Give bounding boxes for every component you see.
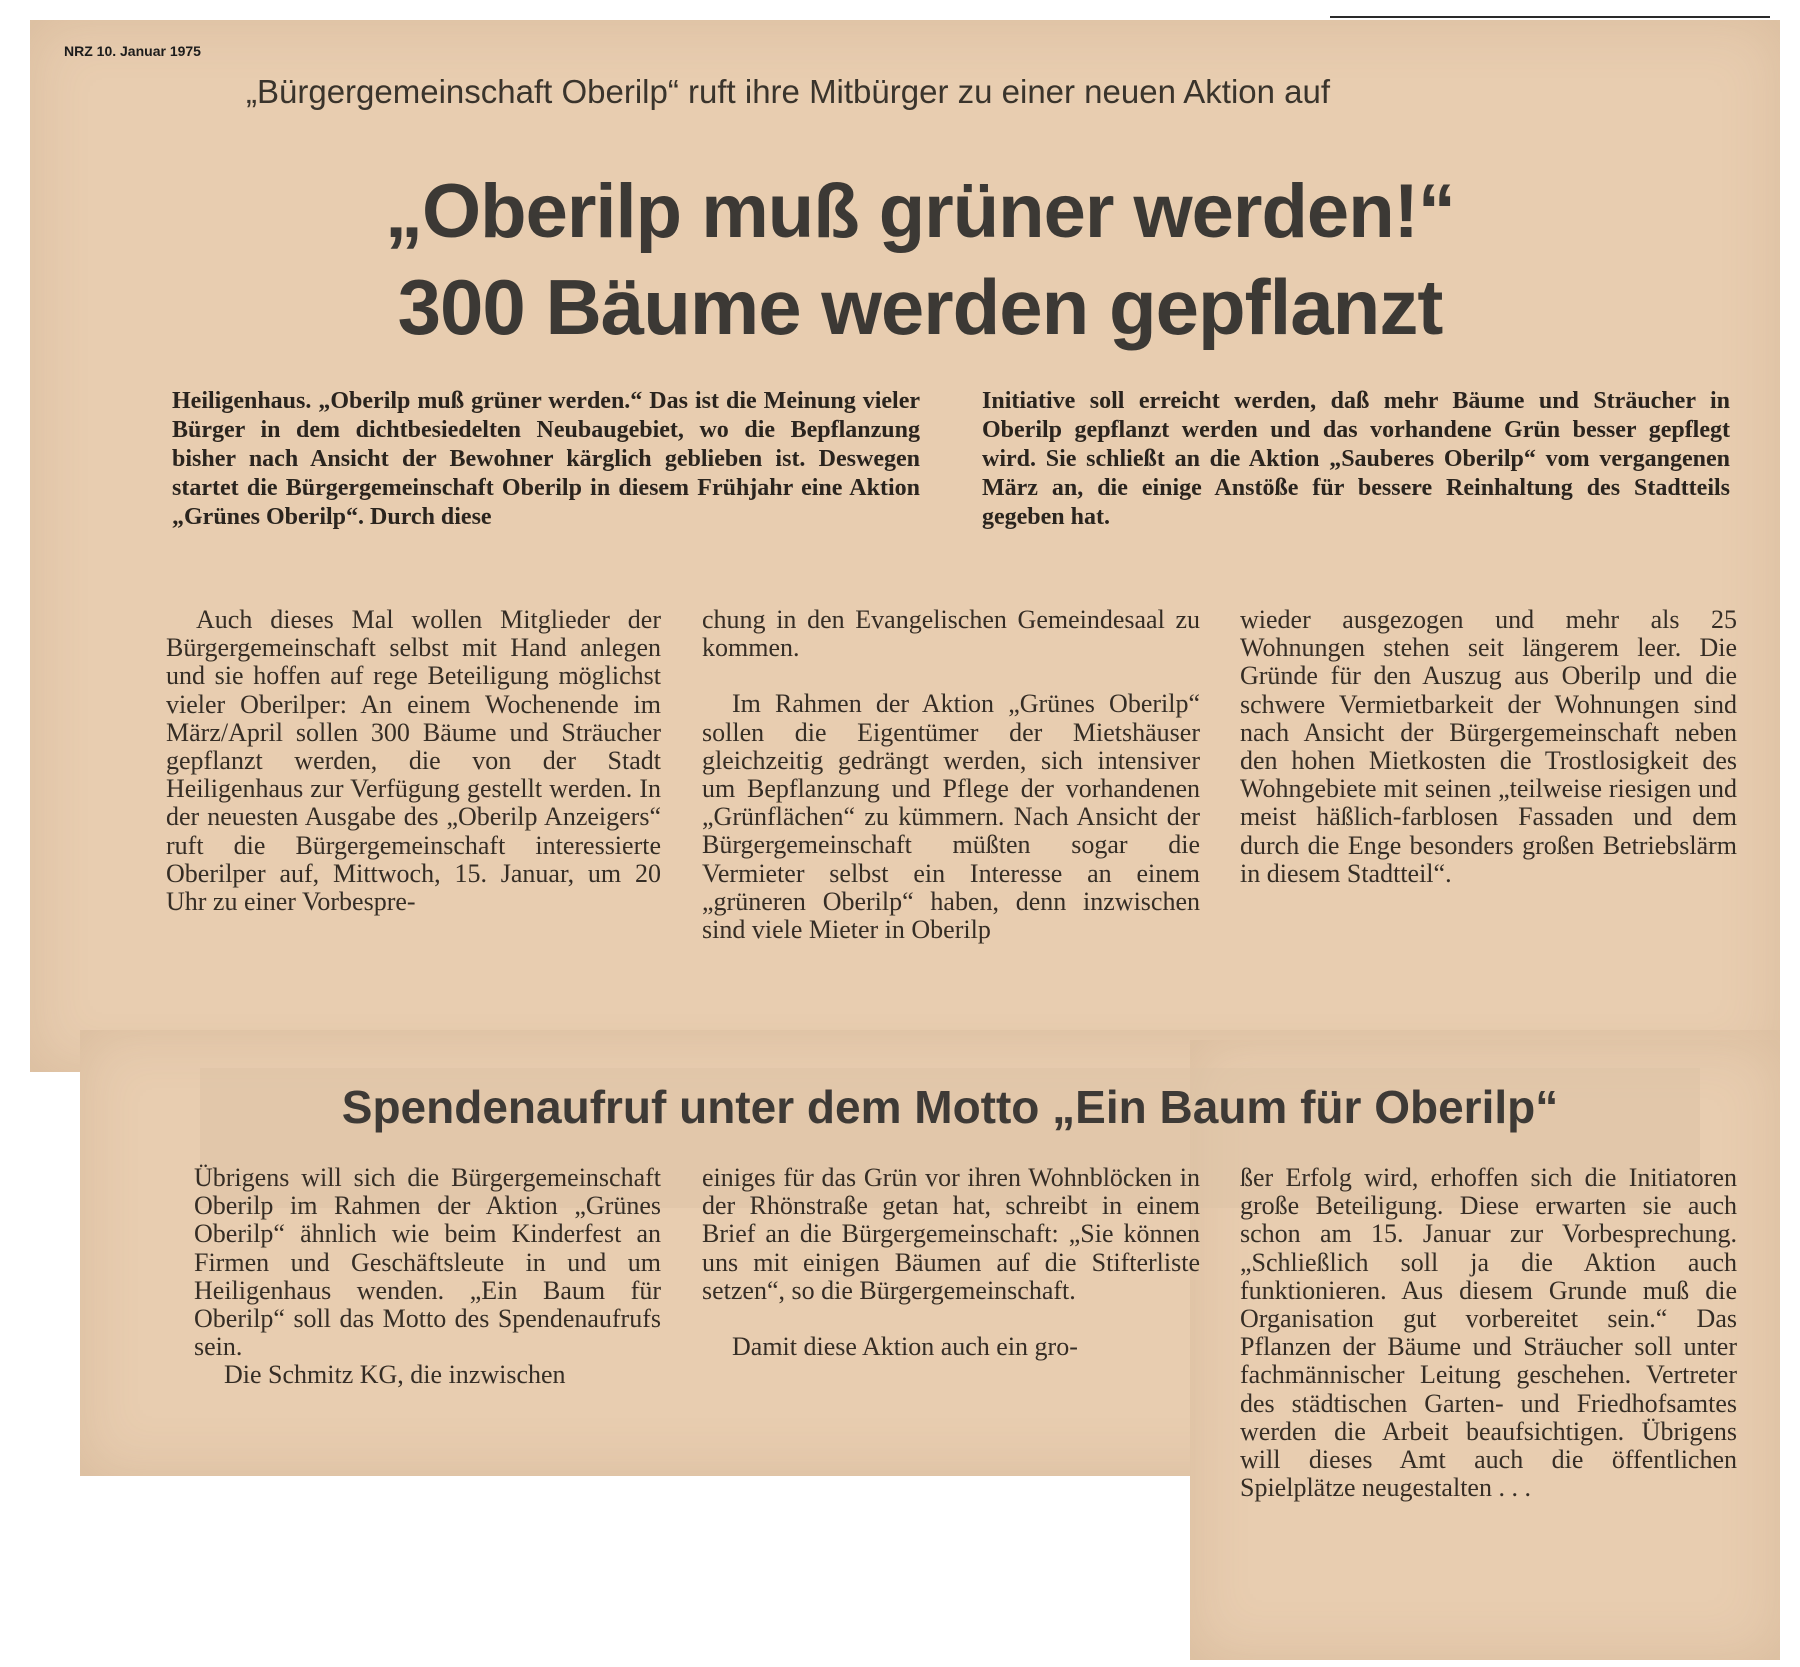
lower-column-2: [702, 1164, 1200, 1361]
lead-right: Initiative soll erreicht werden, daß mehr Bäume und Sträucher in Oberilp gepflanzt werden und das vorhandene Grün besser gepflegt wird. Sie schließt an die Aktion „Sauberes Oberilp“ vom vergangenen März an, die einige Anstöße für bessere Reinhaltung des Stadtteils gegeben hat.: [982, 388, 1730, 530]
lower-column-3-text: ßer Erfolg wird, erhoffen sich die Initiatoren große Beteiligung. Diese erwarten sie auch schon am 15. Januar zur Vorbesprechung. „Schließlich soll ja die Aktion auch funktionieren. Aus diesem Grunde muß die Organisation gut vorbereitet sein.“ Das Pflanzen der Bäume und Sträucher soll unter fachmännischer Leitung geschehen. Vertreter des städtischen Garten- und Friedhofsamtes werden die Arbeit beaufsichtigen. Übrigens will dieses Amt auch die öffentlichen Spielplätze neugestalten . . .: [1240, 1163, 1737, 1503]
column-2: [702, 606, 1200, 944]
lower-column-3: [1240, 1164, 1737, 1502]
lead-left: Heiligenhaus. „Oberilp muß grüner werden.“ Das ist die Meinung vieler Bürger in dem dichtbesiedelten Neubaugebiet, wo die Bepflanzung bisher nach Ansicht der Bewohner kärglich geblieben ist. Deswegen startet die Bürgergemeinschaft Oberilp in diesem Frühjahr eine Aktion „Grünes Oberilp“. Durch diese: [172, 388, 920, 530]
column-2-para-1: chung in den Evangelischen Gemeindesaal zu kommen.: [702, 605, 1200, 663]
column-3: [1240, 606, 1737, 888]
lower-column-1-para-1: Übrigens will sich die Bürgergemeinschaft Oberilp im Rahmen der Aktion „Grünes Oberilp“ ähnlich wie beim Kinderfest an Firmen und Geschäftsleute in und um Heiligenhaus wenden. „Ein Baum für Oberilp“ soll das Motto des Spendenaufrufs sein.: [194, 1163, 661, 1362]
lower-column-1: [194, 1164, 661, 1390]
lower-column-2-para-2: Damit diese Aktion auch ein gro-: [732, 1332, 1078, 1362]
headline-line-1: „Oberilp muß grüner werden!“: [385, 169, 1455, 254]
subheadline: Spendenaufruf unter dem Motto „Ein Baum für Oberilp“: [341, 1081, 1559, 1133]
column-2-para-2: Im Rahmen der Aktion „Grünes Oberilp“ sollen die Eigentümer der Mietshäuser gleichzeitig gedrängt werden, sich intensiver um Bepflanzung und Pflege der vorhandenen „Grünflächen“ zu kümmern. Nach Ansicht der Bürgergemeinschaft müßten sogar die Vermieter selbst ein Interesse an einem „grüneren Oberilp“ haben, denn inzwischen sind viele Mieter in Oberilp: [702, 689, 1200, 945]
column-3-text: wieder ausgezogen und mehr als 25 Wohnungen stehen seit längerem leer. Die Gründe für den Auszug aus Oberilp und die schwere Vermietbarkeit der Wohnungen sind nach Ansicht der Bürgergemeinschaft neben den hohen Mietkosten die Trostlosigkeit des Wohngebiete mit seinen „teilweise riesigen und meist häßlich-farblosen Fassaden und dem durch die Enge besonders großen Betriebslärm in diesem Stadtteil“.: [1240, 605, 1737, 888]
column-1-text: Auch dieses Mal wollen Mitglieder der Bürgergemeinschaft selbst mit Hand anlegen und sie hoffen auf rege Beteiligung möglichst vieler Oberilper: An einem Wochenende im März/April sollen 300 Bäume und Sträucher gepflanzt werden, die von der Stadt Heiligenhaus zur Verfügung gestellt werden. In der neuesten Ausgabe des „Oberilp Anzeigers“ ruft die Bürgergemeinschaft interessierte Oberilper auf, Mittwoch, 15. Januar, um 20 Uhr zu einer Vorbespre-: [166, 605, 661, 917]
kicker: „Bürgergemeinschaft Oberilp“ ruft ihre Mitbürger zu einer neuen Aktion auf: [246, 73, 1331, 110]
column-1: [166, 606, 661, 916]
torn-edge-line: [1330, 16, 1770, 18]
lower-column-1-para-2: Die Schmitz KG, die inzwischen: [224, 1360, 566, 1390]
source-label: NRZ 10. Januar 1975: [64, 43, 201, 59]
headline-line-2: 300 Bäume werden gepflanzt: [397, 263, 1443, 351]
lower-column-2-para-1: einiges für das Grün vor ihren Wohnblöcken in der Rhönstraße getan hat, schreibt in einem Brief an die Bürgergemeinschaft: „Sie können uns mit einigen Bäumen auf die Stifterliste setzen“, so die Bürgergemeinschaft.: [702, 1163, 1200, 1305]
